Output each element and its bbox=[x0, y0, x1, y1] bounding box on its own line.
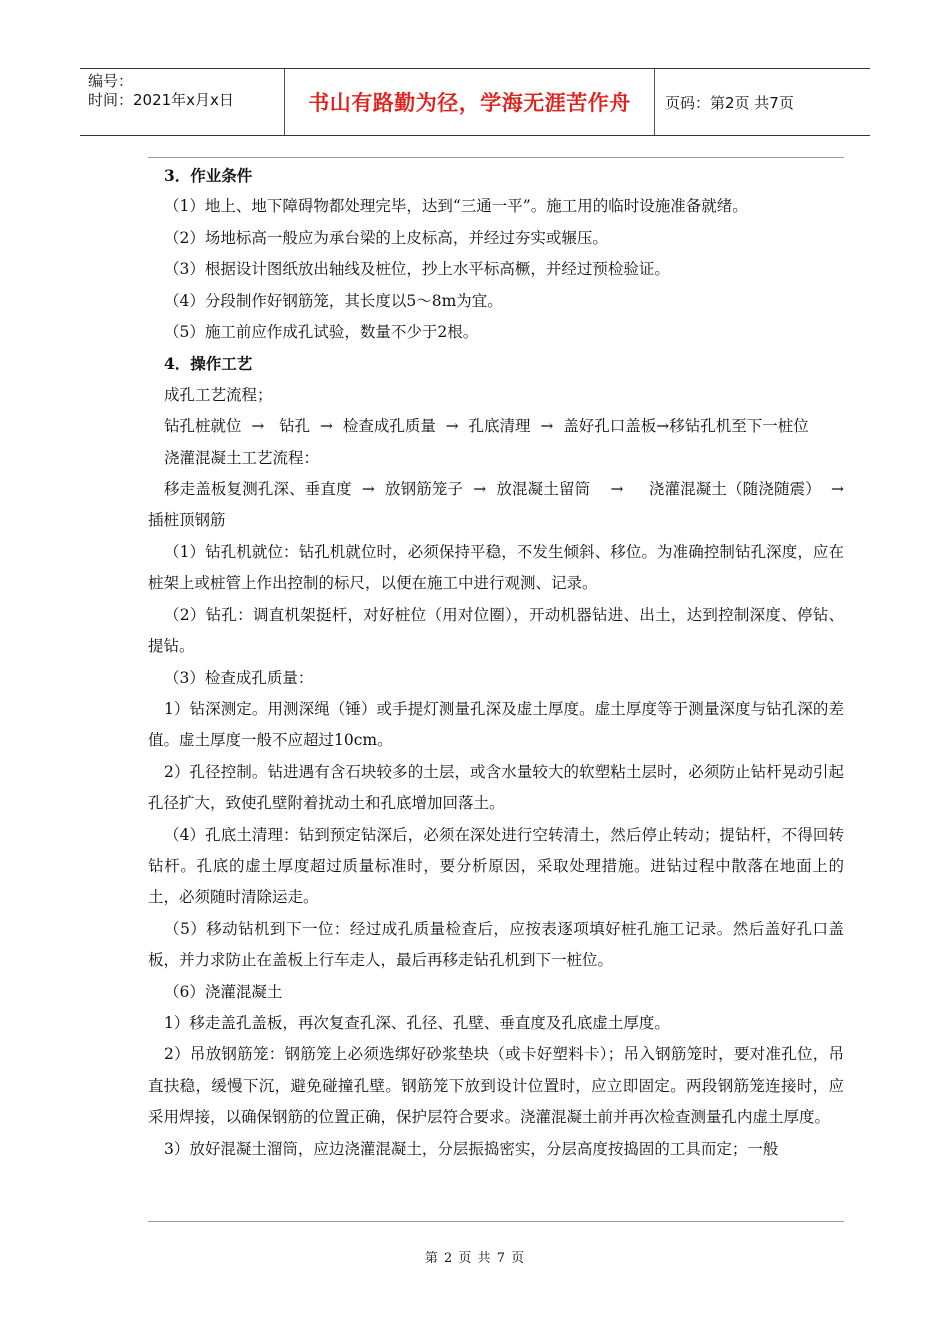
paragraph: 3）放好混凝土溜筒，应边浇灌混凝土，分层振捣密实，分层高度按捣固的工具而定；一般 bbox=[164, 1139, 779, 1158]
process-flow: 移走盖板复测孔深、垂直度 → 放钢筋笼子 → 放混凝土留筒 → 浇灌混凝土（随浇随震） → 插桩顶钢筋 bbox=[148, 480, 854, 530]
paragraph: 成孔工艺流程； bbox=[164, 385, 273, 404]
page-footer: 第 2 页 共 7 页 bbox=[424, 1251, 526, 1266]
document-body bbox=[148, 160, 854, 1165]
paragraph: （5）施工前应作成孔试验，数量不少于2根。 bbox=[164, 323, 479, 342]
page-number-label: 页码：第2页 共7页 bbox=[665, 93, 794, 112]
paragraph: 1）移走盖孔盖板，再次复查孔深、孔径、孔壁、垂直度及孔底虚土厚度。 bbox=[164, 1013, 670, 1032]
process-flow: 钻孔桩就位 → 钻孔 → 检查成孔质量 → 孔底清理 → 盖好孔口盖板→移钻孔机至下一桩位 bbox=[164, 417, 809, 436]
section-heading: 3．作业条件 bbox=[164, 166, 253, 185]
paragraph: 2）孔径控制。钻进遇有含石块较多的土层，或含水量较大的软塑粘土层时，必须防止钻杆晃动引起孔径扩大，致使孔壁附着扰动土和孔底增加回落土。 bbox=[148, 762, 844, 813]
paragraph: （1）地上、地下障碍物都处理完毕，达到“三通一平”。施工用的临时设施准备就绪。 bbox=[164, 197, 748, 216]
paragraph: （4）孔底土清理：钻到预定钻深后，必须在深处进行空转清土，然后停止转动；提钻杆，不得回转钻杆。孔底的虚土厚度超过质量标准时，要分析原因，采取处理措施。进钻过程中散落在地面上的土，必须随时清除运走。 bbox=[148, 825, 844, 907]
section-heading: 4．操作工艺 bbox=[164, 354, 253, 374]
paragraph: （2）场地标高一般应为承台梁的上皮标高，并经过夯实或辗压。 bbox=[164, 228, 608, 247]
date-label: 时间：2021年x月x日 bbox=[88, 91, 234, 109]
paragraph: （6）浇灌混凝土 bbox=[164, 982, 283, 1001]
header-meta bbox=[80, 69, 285, 135]
paragraph: 浇灌混凝土工艺流程： bbox=[164, 448, 320, 467]
motto-text: 书山有路勤为径，学海无涯苦作舟 bbox=[308, 91, 631, 115]
content-bottom-rule bbox=[148, 1221, 844, 1222]
page-header bbox=[80, 68, 870, 136]
paragraph: （2）钻孔：调直机架挺杆，对好桩位（用对位圈），开动机器钻进、出土，达到控制深度、停钻、提钻。 bbox=[148, 605, 844, 656]
paragraph: （4）分段制作好钢筋笼，其长度以5～8m为宜。 bbox=[164, 291, 503, 310]
paragraph: 2）吊放钢筋笼：钢筋笼上必须选绑好砂浆垫块（或卡好塑料卡）；吊入钢筋笼时，要对准孔位，吊直扶稳，缓慢下沉，避免碰撞孔壁。钢筋笼下放到设计位置时，应立即固定。两段钢筋笼连接时，应采用焊接，以确保钢筋的位置正确，保护层符合要求。浇灌混凝土前并再次检查测量孔内虚土厚度。 bbox=[148, 1045, 844, 1127]
content-top-rule bbox=[148, 157, 844, 158]
paragraph: （3）检查成孔质量： bbox=[164, 668, 314, 687]
paragraph: 1）钻深测定。用测深绳（锤）或手提灯测量孔深及虚土厚度。虚土厚度等于测量深度与钻孔深的差值。虚土厚度一般不应超过10cm。 bbox=[148, 699, 844, 750]
paragraph: （1）钻孔机就位：钻孔机就位时，必须保持平稳，不发生倾斜、移位。为准确控制钻孔深度，应在桩架上或桩管上作出控制的标尺，以便在施工中进行观测、记录。 bbox=[148, 542, 844, 593]
header-page-cell bbox=[655, 69, 870, 135]
header-motto-cell bbox=[285, 69, 655, 135]
serial-number-label: 编号： bbox=[88, 72, 134, 90]
paragraph: （3）根据设计图纸放出轴线及桩位，抄上水平标高橛，并经过预检验证。 bbox=[164, 260, 670, 279]
paragraph: （5）移动钻机到下一位：经过成孔质量检查后，应按表逐项填好桩孔施工记录。然后盖好孔口盖板，并力求防止在盖板上行车走人，最后再移走钻孔机到下一桩位。 bbox=[148, 919, 844, 970]
